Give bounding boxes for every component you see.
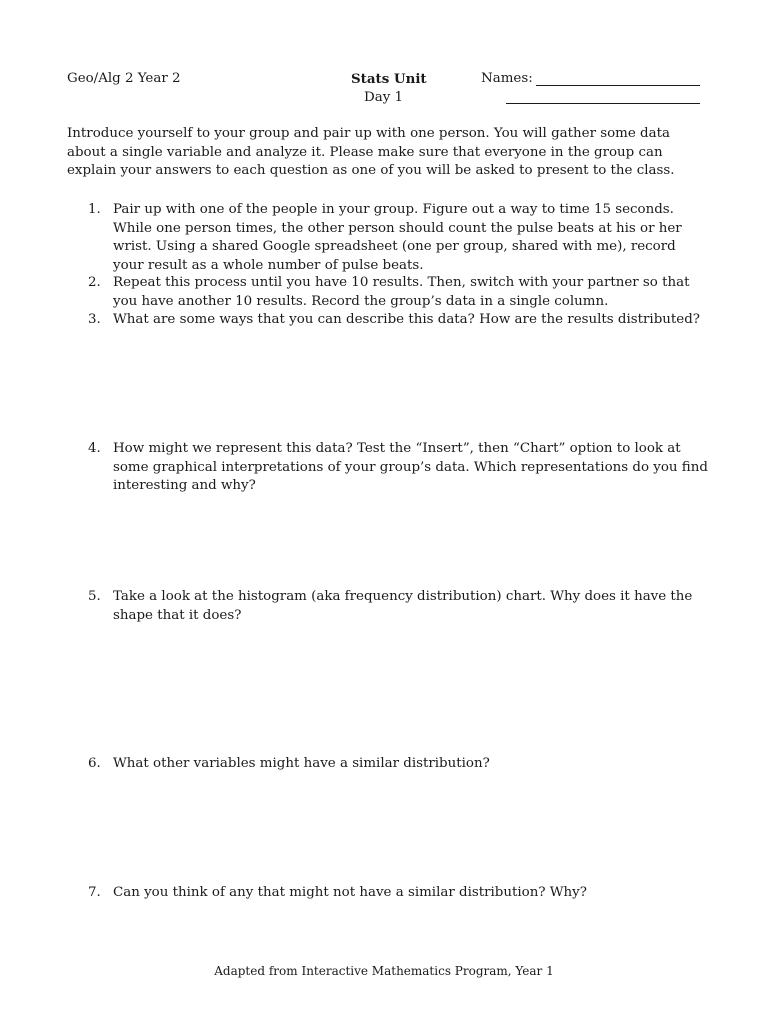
question-text: How might we represent this data? Test the “Insert”, then “Chart” option to look at some graphical interpretations of your group’s data. Which representations do you find interesting and why? — [113, 441, 708, 493]
question-item — [88, 311, 708, 330]
question-text: What are some ways that you can describe this data? How are the results distributed? — [113, 312, 700, 327]
question-item — [88, 274, 708, 311]
question-text: Take a look at the histogram (aka frequency distribution) chart. Why does it have the shape that it does? — [113, 589, 693, 623]
question-number: 5. — [88, 589, 101, 604]
footer-attribution: Adapted from Interactive Mathematics Program, Year 1 — [214, 964, 554, 978]
question-text: Pair up with one of the people in your group. Figure out a way to time 15 seconds. While one person times, the other person should count the pulse beats at his or her wrist. Using a shared Google spreadsheet (one per group, shared with me), record your result as a whole number of pulse beats. — [113, 202, 682, 273]
question-item — [88, 201, 708, 275]
names-blank-line-2 — [506, 103, 700, 104]
day-label: Day 1 — [364, 90, 404, 105]
question-item — [88, 588, 708, 625]
question-text: What other variables might have a similar distribution? — [113, 756, 490, 771]
question-item — [88, 440, 708, 496]
question-number: 7. — [88, 885, 101, 900]
question-number: 4. — [88, 441, 101, 456]
names-label: Names: — [481, 71, 533, 86]
names-blank-line-1 — [536, 85, 700, 86]
question-text: Can you think of any that might not have a similar distribution? Why? — [113, 885, 587, 900]
question-number: 1. — [88, 202, 101, 217]
page-title: Stats Unit — [351, 71, 427, 87]
question-item — [88, 884, 708, 903]
question-number: 3. — [88, 312, 101, 327]
intro-paragraph: Introduce yourself to your group and pair up with one person. You will gather some data about a single variable and analyze it. Please make sure that everyone in the group can explain your answers to each question as one of you will be asked to present to the class. — [67, 126, 675, 178]
question-number: 2. — [88, 275, 101, 290]
question-number: 6. — [88, 756, 101, 771]
question-text: Repeat this process until you have 10 results. Then, switch with your partner so that you have another 10 results. Record the group’s data in a single column. — [113, 275, 690, 309]
course-name: Geo/Alg 2 Year 2 — [67, 71, 181, 86]
question-item — [88, 755, 708, 774]
